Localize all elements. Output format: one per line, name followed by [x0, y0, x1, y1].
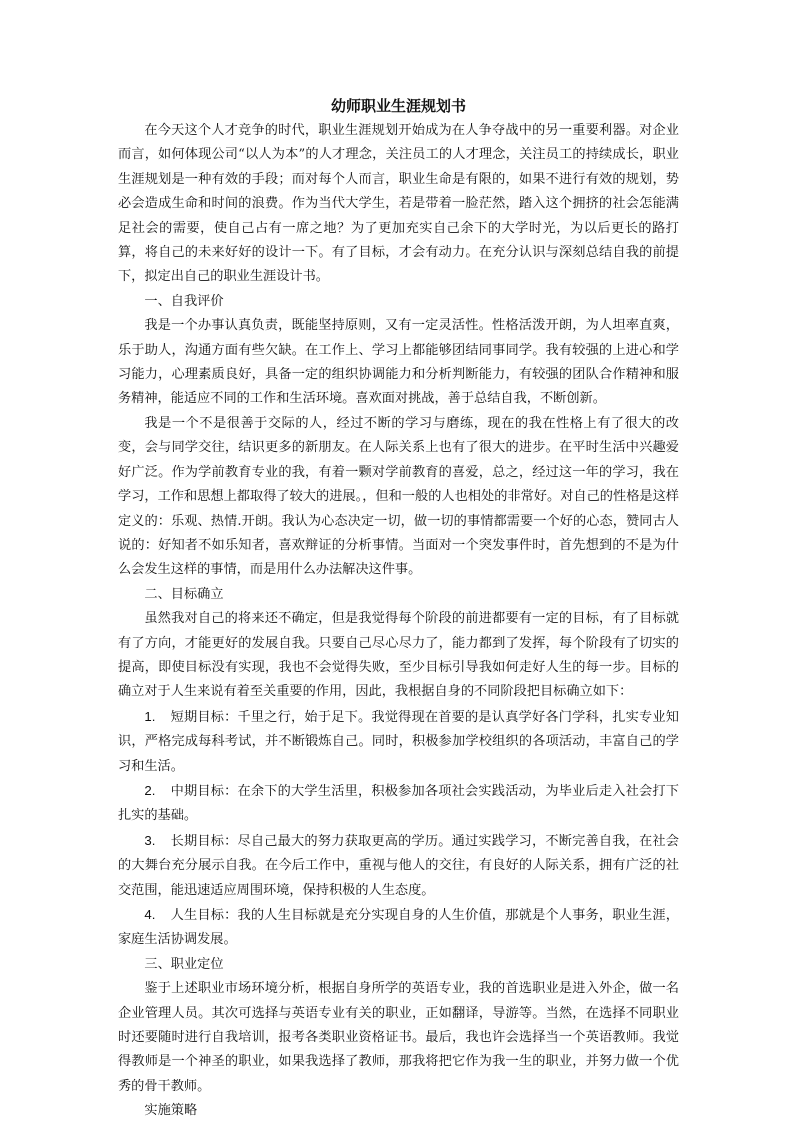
paragraph: 虽然我对自己的将来还不确定，但是我觉得每个阶段的前进都要有一定的目标，有了目标就有了方向，才能更好的发展自我。只要自己尽心尽力了，能力都到了发挥，每个阶段有了切实的提高，即使目标没有实现，我也不会觉得失败，至少目标引导我如何走好人生的每一步。目标的确立对于人生来说有着至关重要的作用，因此，我根据自身的不同阶段把目标确立如下：: [118, 611, 679, 700]
section-heading-self-evaluation: 一、自我评价: [144, 293, 224, 309]
document-title: 幼师职业生涯规划书: [330, 97, 466, 115]
goal-text: 人生目标：我的人生目标就是充分实现自身的人生价值，那就是个人事务，职业生涯，家庭生活协调发展。: [118, 908, 679, 948]
goal-item: [118, 903, 679, 953]
section-heading-career-positioning: 三、职业定位: [144, 956, 224, 972]
goal-item: [118, 829, 679, 903]
goal-text: 中期目标：在余下的大学生活里，积极参加各项社会实践活动，为毕业后走入社会打下扎实的基础。: [118, 783, 679, 824]
goal-number: 2.: [144, 782, 156, 798]
goal-text: 长期目标：尽自己最大的努力获取更高的学历。通过实践学习，不断完善自我，在社会的大舞台充分展示自我。在今后工作中，重视与他人的交往，有良好的人际关系，拥有广泛的社交范围，能迅速适应周围环境，保持积极的人生态度。: [118, 833, 679, 898]
document-page: [118, 93, 679, 1124]
paragraph: 我是一个办事认真负责，既能坚持原则，又有一定灵活性。性格活泼开朗，为人坦率直爽，乐于助人，沟通方面有些欠缺。在工作上、学习上都能够团结同事同学。我有较强的上进心和学习能力，心理素质良好，具备一定的组织协调能力和分析判断能力，有较强的团队合作精神和服务精神，能适应不同的工作和生活环境。喜欢面对挑战，善于总结自我，不断创新。: [118, 318, 679, 407]
goal-number: 4.: [144, 907, 156, 922]
paragraph: 我是一个不是很善于交际的人，经过不断的学习与磨练，现在的我在性格上有了很大的改变，会与同学交往，结识更多的新朋友。在人际关系上也有了很大的进步。在平时生活中兴趣爱好广泛。作为学前教育专业的我，有着一颗对学前教育的喜爱，总之，经过这一年的学习，我在学习，工作和思想上都取得了较大的进展。，但和一般的人也相处的非常好。对自己的性格是这样定义的：乐观、热情.开朗。我认为心态决定一切，做一切的事情都需要一个好的心态，赞同古人说的：好知者不如乐知者，喜欢辩证的分析事情。当面对一个突发事件时，首先想到的不是为什么会发生这样的事情，而是用什么办法解决这件事。: [118, 415, 679, 578]
intro-paragraph: 在今天这个人才竞争的时代，职业生涯规划开始成为在人争夺战中的另一重要利器。对企业而言，如何体现公司“以人为本”的人才理念，关注员工的人才理念，关注员工的持续成长，职业生涯规划是一种有效的手段；而对每个人而言，职业生命是有限的，如果不进行有效的规划，势必会造成生命和时间的浪费。作为当代大学生，若是带着一脸茫然，踏入这个拥挤的社会怎能满足社会的需要，使自己占有一席之地？为了更加充实自己余下的大学时光，为以后更长的路打算，将自己的未来好好的设计一下。有了目标，才会有动力。在充分认识与深刻总结自我的前提下，拟定出自己的职业生涯设计书。: [118, 123, 679, 285]
section-heading-goals: 二、目标确立: [144, 586, 224, 602]
paragraph: 鉴于上述职业市场环境分析，根据自身所学的英语专业，我的首选职业是进入外企，做一名企业管理人员。其次可选择与英语专业有关的职业，正如翻译，导游等。当然，在选择不同职业时还要随时进行自我培训，报考各类职业资格证书。最后，我也许会选择当一个英语教师。我觉得教师是一个神圣的职业，如果我选择了教师，那我将把它作为我一生的职业，并努力做一个优秀的骨干教师。: [118, 981, 679, 1094]
goal-text: 短期目标：千里之行，始于足下。我觉得现在首要的是认真学好各门学科，扎实专业知识，严格完成每科考试，并不断锻炼自己。同时，积极参加学校组织的各项活动，丰富自己的学习和生活。: [118, 709, 679, 774]
goal-number: 3.: [144, 832, 156, 848]
goal-number: 1.: [144, 708, 156, 724]
section-heading-implementation: 实施策略: [144, 1103, 198, 1119]
goal-item: [118, 705, 679, 779]
goal-item: [118, 779, 679, 829]
